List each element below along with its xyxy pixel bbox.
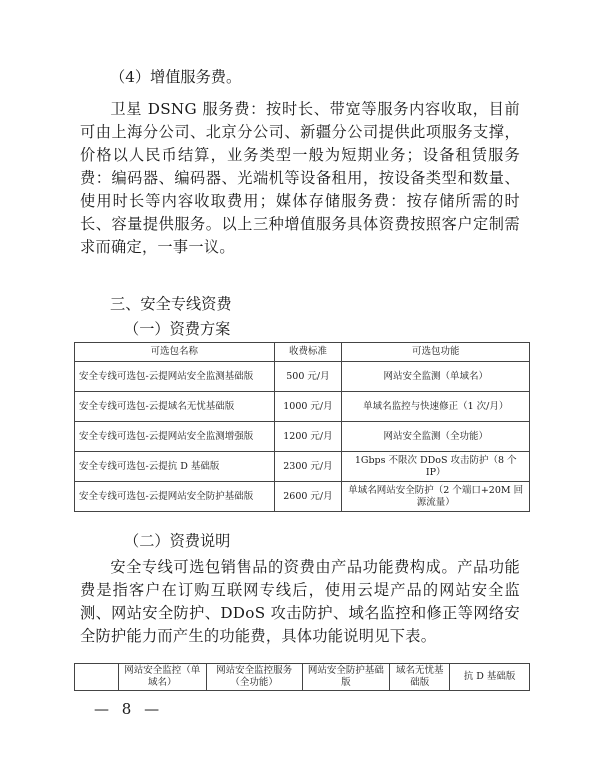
feature-table-header: 网站安全监控服务（全功能） [206,664,302,691]
table-row [75,452,530,482]
feature-table-header: 网站安全防护基础版 [302,664,390,691]
feature-table [74,663,530,691]
feature-table-header-row [75,664,530,691]
value-added-heading: （4）增值服务费。 [110,68,242,86]
explain-paragraph: 安全专线可选包销售品的资费由产品功能费构成。产品功能费是指客户在订购互联网专线后，使用云堤产品的网站安全监测、网站安全防护、DDoS 攻击防护、域名监控和修正等网络安全防护能力而产生的功能费，具体功能说明见下表。 [80,558,520,645]
function-cell: 网站安全监测（单域名） [342,362,530,392]
value-added-paragraph: 卫星 DSNG 服务费：按时长、带宽等服务内容收取，目前可由上海分公司、北京分公司、新疆分公司提供此项服务支撑，价格以人民币结算，业务类型一般为短期业务；设备租赁服务费：编码器、编码器、光端机等设备租用，按设备类型和数量、使用时长等内容收取费用；媒体存储服务费：按存储所需的时长、容量提供服务。以上三种增值服务具体资费按照客户定制需求而确定，一事一议。 [80,100,520,256]
price-table-header: 收费标准 [274,343,342,362]
price-cell: 2600 元/月 [274,482,342,512]
feature-table-header: 网站安全监控（单域名） [118,664,206,691]
table-row [75,392,530,422]
function-cell: 单域名网站安全防护（2 个端口+20M 回源流量） [342,482,530,512]
function-cell: 1Gbps 不限次 DDoS 攻击防护（8 个 IP） [342,452,530,482]
package-name-cell: 安全专线可选包-云提域名无忧基础版 [75,392,275,422]
package-name-cell: 安全专线可选包-云提网站安全监测增强版 [75,422,275,452]
page-number: — 8 — [94,700,164,718]
price-cell: 1200 元/月 [274,422,342,452]
function-cell: 网站安全监测（全功能） [342,422,530,452]
sub-two-heading: （二）资费说明 [124,532,231,550]
function-cell: 单域名监控与快速修正（1 次/月） [342,392,530,422]
price-cell: 500 元/月 [274,362,342,392]
price-table-header: 可选包名称 [75,343,275,362]
feature-table-corner [75,664,119,691]
feature-table-header: 抗 D 基础版 [450,664,530,691]
feature-table-header: 域名无忧基础版 [390,664,450,691]
table-row [75,362,530,392]
price-table-header: 可选包功能 [342,343,530,362]
table-row [75,482,530,512]
price-cell: 2300 元/月 [274,452,342,482]
table-row [75,422,530,452]
package-name-cell: 安全专线可选包-云提网站安全防护基础版 [75,482,275,512]
price-cell: 1000 元/月 [274,392,342,422]
package-name-cell: 安全专线可选包-云提抗 D 基础版 [75,452,275,482]
price-table [74,342,530,512]
sub-one-heading: （一）资费方案 [124,320,231,338]
section-three-heading: 三、安全专线资费 [110,295,232,313]
package-name-cell: 安全专线可选包-云提网站安全监测基础版 [75,362,275,392]
price-table-header-row [75,343,530,362]
